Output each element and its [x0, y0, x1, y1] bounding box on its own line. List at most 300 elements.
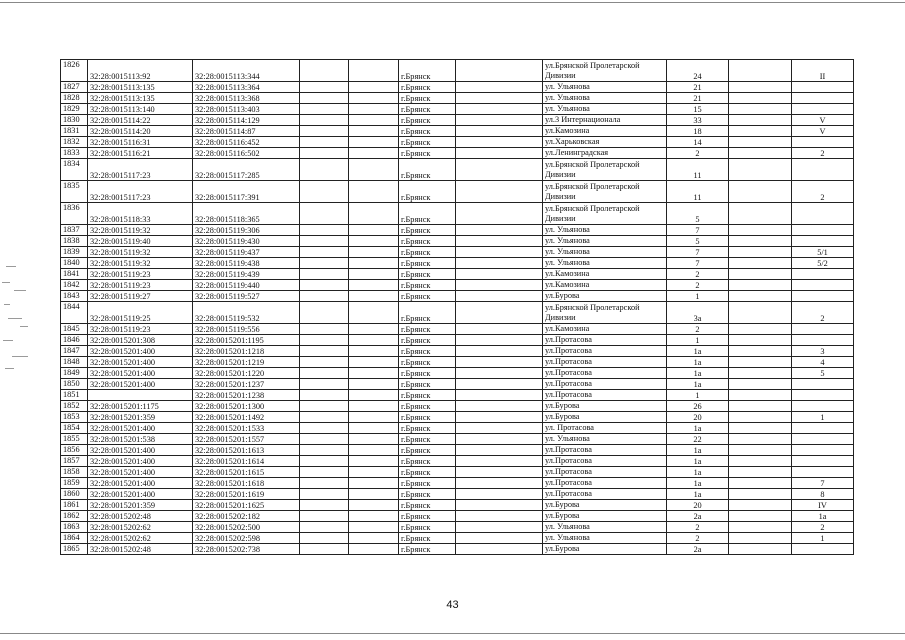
object-cadastral-number-cell: 32:28:0015202:598: [193, 533, 300, 544]
cadastral-number-cell: 32:28:0015202:62: [88, 533, 193, 544]
table-row: [61, 357, 854, 368]
object-cadastral-number-cell: 32:28:0015201:1195: [193, 335, 300, 346]
row-number-cell: 1828: [61, 93, 88, 104]
empty-cell: [349, 280, 399, 291]
empty-cell: [456, 258, 543, 269]
cadastral-number-cell: [88, 390, 193, 401]
street-cell: ул. Ульянова: [543, 93, 667, 104]
empty-cell: [300, 489, 349, 500]
empty-cell: [300, 60, 349, 82]
row-number-cell: 1855: [61, 434, 88, 445]
empty-cell: [349, 368, 399, 379]
empty-cell: [349, 357, 399, 368]
empty-cell: [300, 533, 349, 544]
empty-cell: [729, 456, 792, 467]
cadastral-number-cell: 32:28:0015201:400: [88, 445, 193, 456]
row-number-cell: 1849: [61, 368, 88, 379]
empty-cell: [456, 181, 543, 203]
city-cell: г.Брянск: [399, 357, 456, 368]
street-cell: ул.Протасова: [543, 445, 667, 456]
house-number-cell: 20: [667, 500, 729, 511]
city-cell: г.Брянск: [399, 93, 456, 104]
house-number-cell: 1: [667, 390, 729, 401]
object-cadastral-number-cell: 32:28:0015201:1615: [193, 467, 300, 478]
object-cadastral-number-cell: 32:28:0015201:1220: [193, 368, 300, 379]
empty-cell: [349, 379, 399, 390]
table-row: [61, 456, 854, 467]
object-cadastral-number-cell: 32:28:0015201:1613: [193, 445, 300, 456]
table-row: [61, 379, 854, 390]
empty-cell: [300, 280, 349, 291]
empty-cell: [349, 82, 399, 93]
street-cell: ул.Протасова: [543, 368, 667, 379]
city-cell: г.Брянск: [399, 390, 456, 401]
empty-cell: [729, 203, 792, 225]
house-number-cell: 22: [667, 434, 729, 445]
empty-cell: [349, 544, 399, 555]
empty-cell: [300, 412, 349, 423]
house-number-cell: 2: [667, 148, 729, 159]
city-cell: г.Брянск: [399, 280, 456, 291]
empty-cell: [349, 104, 399, 115]
empty-cell: [300, 434, 349, 445]
empty-cell: [349, 489, 399, 500]
row-number-cell: 1850: [61, 379, 88, 390]
object-cadastral-number-cell: 32:28:0015202:500: [193, 522, 300, 533]
street-cell: ул.Протасова: [543, 390, 667, 401]
apartment-number-cell: [792, 544, 854, 555]
house-number-cell: 21: [667, 82, 729, 93]
empty-cell: [300, 93, 349, 104]
empty-cell: [300, 126, 349, 137]
empty-cell: [456, 357, 543, 368]
empty-cell: [349, 511, 399, 522]
street-cell: ул.Брянской Пролетарской Дивизии: [543, 60, 667, 82]
cadastral-number-cell: 32:28:0015201:400: [88, 423, 193, 434]
house-number-cell: 1: [667, 291, 729, 302]
object-cadastral-number-cell: 32:28:0015119:532: [193, 302, 300, 324]
table-row: [61, 115, 854, 126]
apartment-number-cell: [792, 203, 854, 225]
empty-cell: [349, 137, 399, 148]
cadastral-number-cell: 32:28:0015201:1175: [88, 401, 193, 412]
apartment-number-cell: 5/1: [792, 247, 854, 258]
empty-cell: [456, 324, 543, 335]
house-number-cell: 7: [667, 225, 729, 236]
empty-cell: [300, 82, 349, 93]
empty-cell: [729, 247, 792, 258]
apartment-number-cell: 8: [792, 489, 854, 500]
row-number-cell: 1845: [61, 324, 88, 335]
empty-cell: [456, 203, 543, 225]
street-cell: ул.Камозина: [543, 280, 667, 291]
object-cadastral-number-cell: 32:28:0015201:1300: [193, 401, 300, 412]
property-register-table: [60, 59, 854, 555]
house-number-cell: 26: [667, 401, 729, 412]
table-row: [61, 412, 854, 423]
apartment-number-cell: [792, 390, 854, 401]
row-number-cell: 1860: [61, 489, 88, 500]
table-row: [61, 159, 854, 181]
object-cadastral-number-cell: 32:28:0015119:306: [193, 225, 300, 236]
empty-cell: [300, 247, 349, 258]
empty-cell: [349, 467, 399, 478]
empty-cell: [456, 126, 543, 137]
empty-cell: [456, 412, 543, 423]
empty-cell: [300, 390, 349, 401]
empty-cell: [456, 511, 543, 522]
house-number-cell: 2: [667, 522, 729, 533]
apartment-number-cell: [792, 104, 854, 115]
apartment-number-cell: [792, 467, 854, 478]
street-cell: ул. Протасова: [543, 423, 667, 434]
apartment-number-cell: V: [792, 115, 854, 126]
house-number-cell: 2а: [667, 544, 729, 555]
object-cadastral-number-cell: 32:28:0015114:129: [193, 115, 300, 126]
empty-cell: [349, 269, 399, 280]
street-cell: ул.Бурова: [543, 412, 667, 423]
empty-cell: [349, 478, 399, 489]
cadastral-number-cell: 32:28:0015201:400: [88, 357, 193, 368]
empty-cell: [729, 269, 792, 280]
object-cadastral-number-cell: 32:28:0015119:437: [193, 247, 300, 258]
table-row: [61, 269, 854, 280]
empty-cell: [729, 533, 792, 544]
table-row: [61, 500, 854, 511]
empty-cell: [349, 302, 399, 324]
empty-cell: [300, 291, 349, 302]
object-cadastral-number-cell: 32:28:0015201:1557: [193, 434, 300, 445]
empty-cell: [349, 434, 399, 445]
street-cell: ул. Ульянова: [543, 236, 667, 247]
table-row: [61, 82, 854, 93]
house-number-cell: 3а: [667, 302, 729, 324]
object-cadastral-number-cell: 32:28:0015201:1238: [193, 390, 300, 401]
object-cadastral-number-cell: 32:28:0015201:1618: [193, 478, 300, 489]
empty-cell: [349, 203, 399, 225]
street-cell: ул.Протасова: [543, 379, 667, 390]
empty-cell: [456, 302, 543, 324]
cadastral-number-cell: 32:28:0015119:32: [88, 225, 193, 236]
object-cadastral-number-cell: 32:28:0015202:182: [193, 511, 300, 522]
empty-cell: [729, 335, 792, 346]
row-number-cell: 1858: [61, 467, 88, 478]
city-cell: г.Брянск: [399, 225, 456, 236]
row-number-cell: 1837: [61, 225, 88, 236]
city-cell: г.Брянск: [399, 236, 456, 247]
table-row: [61, 511, 854, 522]
empty-cell: [456, 93, 543, 104]
street-cell: ул.Бурова: [543, 401, 667, 412]
table-row: [61, 236, 854, 247]
apartment-number-cell: 5: [792, 368, 854, 379]
empty-cell: [456, 236, 543, 247]
empty-cell: [349, 126, 399, 137]
street-cell: ул. Ульянова: [543, 434, 667, 445]
row-number-cell: 1857: [61, 456, 88, 467]
empty-cell: [729, 423, 792, 434]
object-cadastral-number-cell: 32:28:0015201:1237: [193, 379, 300, 390]
house-number-cell: 20: [667, 412, 729, 423]
empty-cell: [349, 324, 399, 335]
object-cadastral-number-cell: 32:28:0015113:344: [193, 60, 300, 82]
city-cell: г.Брянск: [399, 379, 456, 390]
cadastral-number-cell: 32:28:0015202:48: [88, 544, 193, 555]
apartment-number-cell: [792, 236, 854, 247]
scan-noise-left: [0, 260, 42, 380]
empty-cell: [349, 533, 399, 544]
cadastral-number-cell: 32:28:0015201:400: [88, 489, 193, 500]
row-number-cell: 1862: [61, 511, 88, 522]
house-number-cell: 2: [667, 269, 729, 280]
apartment-number-cell: [792, 335, 854, 346]
apartment-number-cell: 1: [792, 533, 854, 544]
object-cadastral-number-cell: 32:28:0015201:1219: [193, 357, 300, 368]
empty-cell: [456, 115, 543, 126]
city-cell: г.Брянск: [399, 302, 456, 324]
empty-cell: [349, 291, 399, 302]
street-cell: ул.Харьковская: [543, 137, 667, 148]
city-cell: г.Брянск: [399, 346, 456, 357]
apartment-number-cell: V: [792, 126, 854, 137]
house-number-cell: 1а: [667, 467, 729, 478]
street-cell: ул.Протасова: [543, 478, 667, 489]
table-row: [61, 335, 854, 346]
city-cell: г.Брянск: [399, 82, 456, 93]
city-cell: г.Брянск: [399, 489, 456, 500]
empty-cell: [300, 335, 349, 346]
house-number-cell: 14: [667, 137, 729, 148]
empty-cell: [349, 181, 399, 203]
cadastral-number-cell: 32:28:0015113:135: [88, 82, 193, 93]
cadastral-number-cell: 32:28:0015119:23: [88, 324, 193, 335]
street-cell: ул.Бурова: [543, 544, 667, 555]
empty-cell: [300, 357, 349, 368]
house-number-cell: 1а: [667, 379, 729, 390]
apartment-number-cell: IV: [792, 500, 854, 511]
empty-cell: [729, 280, 792, 291]
object-cadastral-number-cell: 32:28:0015113:368: [193, 93, 300, 104]
empty-cell: [456, 522, 543, 533]
house-number-cell: 1а: [667, 423, 729, 434]
empty-cell: [729, 258, 792, 269]
cadastral-number-cell: 32:28:0015113:135: [88, 93, 193, 104]
empty-cell: [729, 368, 792, 379]
cadastral-number-cell: 32:28:0015119:32: [88, 247, 193, 258]
row-number-cell: 1851: [61, 390, 88, 401]
cadastral-number-cell: 32:28:0015201:400: [88, 456, 193, 467]
empty-cell: [300, 258, 349, 269]
empty-cell: [729, 357, 792, 368]
street-cell: ул.Ленинградская: [543, 148, 667, 159]
empty-cell: [456, 291, 543, 302]
empty-cell: [729, 137, 792, 148]
house-number-cell: 7: [667, 247, 729, 258]
row-number-cell: 1830: [61, 115, 88, 126]
house-number-cell: 1а: [667, 357, 729, 368]
object-cadastral-number-cell: 32:28:0015116:502: [193, 148, 300, 159]
empty-cell: [729, 511, 792, 522]
object-cadastral-number-cell: 32:28:0015201:1619: [193, 489, 300, 500]
city-cell: г.Брянск: [399, 335, 456, 346]
object-cadastral-number-cell: 32:28:0015119:439: [193, 269, 300, 280]
empty-cell: [456, 137, 543, 148]
empty-cell: [456, 467, 543, 478]
empty-cell: [729, 324, 792, 335]
object-cadastral-number-cell: 32:28:0015201:1625: [193, 500, 300, 511]
cadastral-number-cell: 32:28:0015201:400: [88, 478, 193, 489]
empty-cell: [349, 346, 399, 357]
empty-cell: [349, 225, 399, 236]
city-cell: г.Брянск: [399, 500, 456, 511]
city-cell: г.Брянск: [399, 148, 456, 159]
empty-cell: [456, 148, 543, 159]
empty-cell: [456, 60, 543, 82]
empty-cell: [300, 500, 349, 511]
empty-cell: [729, 104, 792, 115]
row-number-cell: 1827: [61, 82, 88, 93]
street-cell: ул.Протасова: [543, 489, 667, 500]
street-cell: ул. Ульянова: [543, 82, 667, 93]
house-number-cell: 1а: [667, 489, 729, 500]
row-number-cell: 1833: [61, 148, 88, 159]
cadastral-number-cell: 32:28:0015113:92: [88, 60, 193, 82]
table-row: [61, 291, 854, 302]
empty-cell: [729, 302, 792, 324]
row-number-cell: 1838: [61, 236, 88, 247]
object-cadastral-number-cell: 32:28:0015118:365: [193, 203, 300, 225]
empty-cell: [456, 346, 543, 357]
street-cell: ул.Брянской Пролетарской Дивизии: [543, 159, 667, 181]
row-number-cell: 1836: [61, 203, 88, 225]
street-cell: ул.Брянской Пролетарской Дивизии: [543, 302, 667, 324]
object-cadastral-number-cell: 32:28:0015201:1533: [193, 423, 300, 434]
street-cell: ул.Протасова: [543, 467, 667, 478]
row-number-cell: 1842: [61, 280, 88, 291]
cadastral-number-cell: 32:28:0015119:27: [88, 291, 193, 302]
empty-cell: [300, 467, 349, 478]
empty-cell: [349, 258, 399, 269]
city-cell: г.Брянск: [399, 533, 456, 544]
apartment-number-cell: 1а: [792, 511, 854, 522]
empty-cell: [300, 181, 349, 203]
empty-cell: [729, 412, 792, 423]
empty-cell: [349, 148, 399, 159]
empty-cell: [729, 225, 792, 236]
table-row: [61, 423, 854, 434]
object-cadastral-number-cell: 32:28:0015113:403: [193, 104, 300, 115]
empty-cell: [349, 93, 399, 104]
city-cell: г.Брянск: [399, 401, 456, 412]
empty-cell: [729, 346, 792, 357]
empty-cell: [729, 148, 792, 159]
cadastral-number-cell: 32:28:0015202:48: [88, 511, 193, 522]
empty-cell: [729, 390, 792, 401]
empty-cell: [349, 236, 399, 247]
empty-cell: [729, 115, 792, 126]
row-number-cell: 1840: [61, 258, 88, 269]
apartment-number-cell: [792, 159, 854, 181]
street-cell: ул. Ульянова: [543, 247, 667, 258]
city-cell: г.Брянск: [399, 544, 456, 555]
city-cell: г.Брянск: [399, 324, 456, 335]
empty-cell: [729, 60, 792, 82]
table-row: [61, 247, 854, 258]
table-row: [61, 104, 854, 115]
table-row: [61, 126, 854, 137]
empty-cell: [456, 280, 543, 291]
house-number-cell: 11: [667, 159, 729, 181]
street-cell: ул.Камозина: [543, 126, 667, 137]
empty-cell: [349, 335, 399, 346]
empty-cell: [300, 236, 349, 247]
house-number-cell: 2а: [667, 511, 729, 522]
table-row: [61, 148, 854, 159]
table-row: [61, 368, 854, 379]
house-number-cell: 1а: [667, 346, 729, 357]
cadastral-number-cell: 32:28:0015119:32: [88, 258, 193, 269]
street-cell: ул. Ульянова: [543, 258, 667, 269]
empty-cell: [456, 423, 543, 434]
object-cadastral-number-cell: 32:28:0015119:438: [193, 258, 300, 269]
row-number-cell: 1841: [61, 269, 88, 280]
city-cell: г.Брянск: [399, 445, 456, 456]
object-cadastral-number-cell: 32:28:0015201:1614: [193, 456, 300, 467]
cadastral-number-cell: 32:28:0015116:31: [88, 137, 193, 148]
table-row: [61, 478, 854, 489]
table-row: [61, 489, 854, 500]
city-cell: г.Брянск: [399, 203, 456, 225]
empty-cell: [729, 478, 792, 489]
row-number-cell: 1865: [61, 544, 88, 555]
house-number-cell: 5: [667, 203, 729, 225]
empty-cell: [456, 434, 543, 445]
apartment-number-cell: 2: [792, 181, 854, 203]
row-number-cell: 1863: [61, 522, 88, 533]
empty-cell: [300, 269, 349, 280]
empty-cell: [300, 401, 349, 412]
cadastral-number-cell: 32:28:0015117:23: [88, 181, 193, 203]
empty-cell: [729, 82, 792, 93]
empty-cell: [456, 104, 543, 115]
house-number-cell: 1а: [667, 456, 729, 467]
empty-cell: [729, 544, 792, 555]
empty-cell: [729, 236, 792, 247]
empty-cell: [729, 181, 792, 203]
row-number-cell: 1846: [61, 335, 88, 346]
house-number-cell: 24: [667, 60, 729, 82]
city-cell: г.Брянск: [399, 522, 456, 533]
apartment-number-cell: II: [792, 60, 854, 82]
city-cell: г.Брянск: [399, 412, 456, 423]
empty-cell: [456, 82, 543, 93]
apartment-number-cell: 1: [792, 412, 854, 423]
row-number-cell: 1839: [61, 247, 88, 258]
empty-cell: [349, 159, 399, 181]
apartment-number-cell: 2: [792, 148, 854, 159]
street-cell: ул.Протасова: [543, 335, 667, 346]
row-number-cell: 1829: [61, 104, 88, 115]
table-row: [61, 467, 854, 478]
empty-cell: [729, 401, 792, 412]
cadastral-number-cell: 32:28:0015114:22: [88, 115, 193, 126]
empty-cell: [300, 104, 349, 115]
house-number-cell: 1а: [667, 368, 729, 379]
house-number-cell: 21: [667, 93, 729, 104]
empty-cell: [456, 489, 543, 500]
apartment-number-cell: [792, 269, 854, 280]
row-number-cell: 1856: [61, 445, 88, 456]
